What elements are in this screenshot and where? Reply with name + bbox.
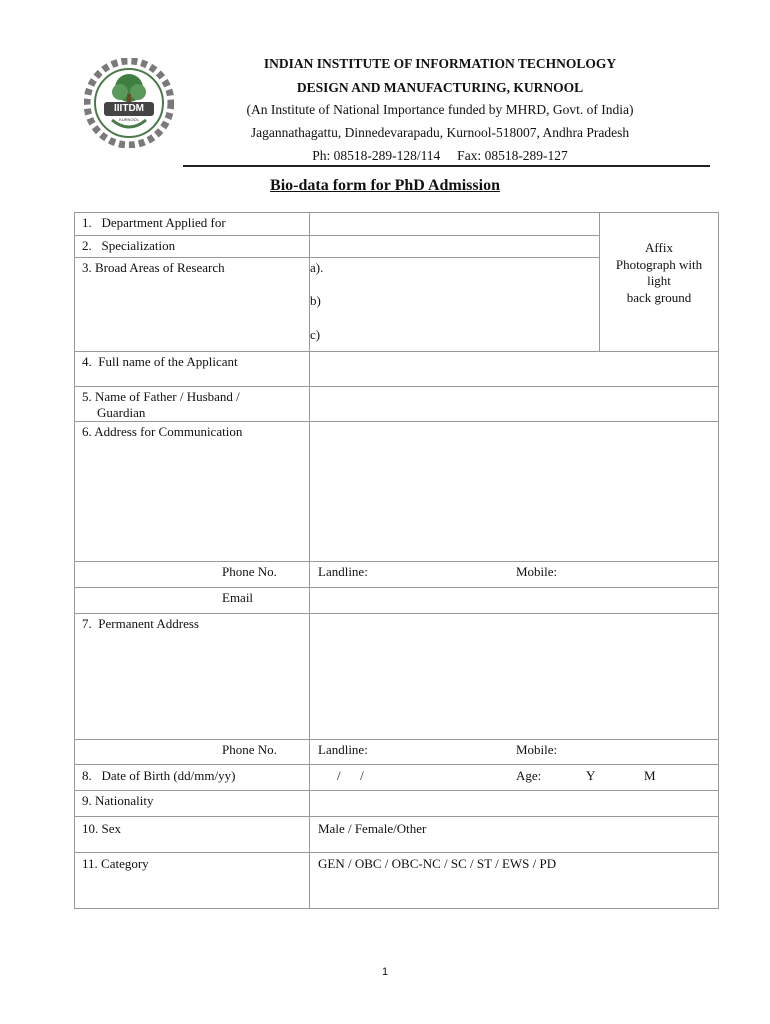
logo-subtext: KURNOOL [119, 117, 139, 122]
field-guardian-label-2: Guardian [97, 405, 146, 420]
field-permanent-address-input[interactable] [312, 615, 716, 737]
institute-name-line1: INDIAN INSTITUTE OF INFORMATION TECHNOLOGY [263, 56, 617, 71]
logo-text: IIITDM [114, 103, 144, 114]
institute-tagline: (An Institute of National Importance funded by MHRD, Govt. of India) [246, 102, 634, 117]
perm-phone-label: Phone No. [222, 742, 277, 757]
photo-box-line3: light [647, 273, 671, 288]
institute-address: Jagannathagattu, Dinnedevarapadu, Kurnool-518007, Andhra Pradesh [250, 125, 630, 140]
page-number: 1 [381, 966, 389, 978]
field-nationality-label: 9. Nationality [82, 793, 154, 808]
photo-box-line1: Affix [645, 240, 673, 255]
field-research-a[interactable]: a). [310, 260, 324, 275]
category-options[interactable]: GEN / OBC / OBC-NC / SC / ST / EWS / PD [318, 856, 557, 871]
field-research-c[interactable]: c) [310, 327, 321, 342]
email-input[interactable] [312, 589, 716, 611]
photo-box-line2: Photograph with [615, 256, 703, 272]
comm-landline-field[interactable]: Landline: [318, 564, 368, 579]
field-research-b[interactable]: b) [310, 293, 321, 308]
field-permanent-address-label: 7. Permanent Address [82, 616, 199, 631]
field-comm-address-input[interactable] [312, 423, 716, 559]
field-fullname-label: 4. Full name of the Applicant [82, 354, 238, 369]
institute-name-line2: DESIGN AND MANUFACTURING, KURNOOL [296, 80, 584, 95]
header-rule [183, 165, 710, 167]
form-title: Bio-data form for PhD Admission [270, 177, 500, 194]
field-nationality-input[interactable] [312, 792, 716, 814]
field-guardian-label: 5. Name of Father / Husband / [82, 389, 240, 404]
field-specialization-input[interactable] [312, 237, 597, 256]
field-specialization-label: 2. Specialization [82, 238, 176, 253]
perm-landline-field[interactable]: Landline: [318, 742, 368, 757]
age-label: Age: [516, 768, 542, 783]
institute-logo [84, 58, 174, 148]
field-department-label: 1. Department Applied for [82, 215, 226, 230]
field-research-label: 3. Broad Areas of Research [82, 260, 225, 275]
field-department-input[interactable] [312, 214, 597, 234]
comm-mobile-field[interactable]: Mobile: [516, 564, 558, 579]
age-months[interactable]: M [644, 768, 656, 783]
comm-phone-label: Phone No. [222, 564, 277, 579]
field-sex-label: 10. Sex [82, 821, 121, 836]
email-label: Email [222, 590, 254, 605]
dob-input[interactable]: / / [337, 768, 364, 783]
field-guardian-input[interactable] [312, 388, 716, 419]
photo-box[interactable] [600, 240, 718, 306]
age-years[interactable]: Y [586, 768, 596, 783]
field-dob-label: 8. Date of Birth (dd/mm/yy) [82, 768, 236, 783]
sex-options[interactable]: Male / Female/Other [318, 821, 427, 836]
field-comm-address-label: 6. Address for Communication [82, 424, 243, 439]
perm-mobile-field[interactable]: Mobile: [516, 742, 558, 757]
institute-contact: Ph: 08518-289-128/114 Fax: 08518-289-127 [312, 148, 568, 163]
field-category-label: 11. Category [82, 856, 149, 871]
field-fullname-input[interactable] [312, 353, 716, 384]
photo-box-line4: back ground [626, 289, 692, 305]
